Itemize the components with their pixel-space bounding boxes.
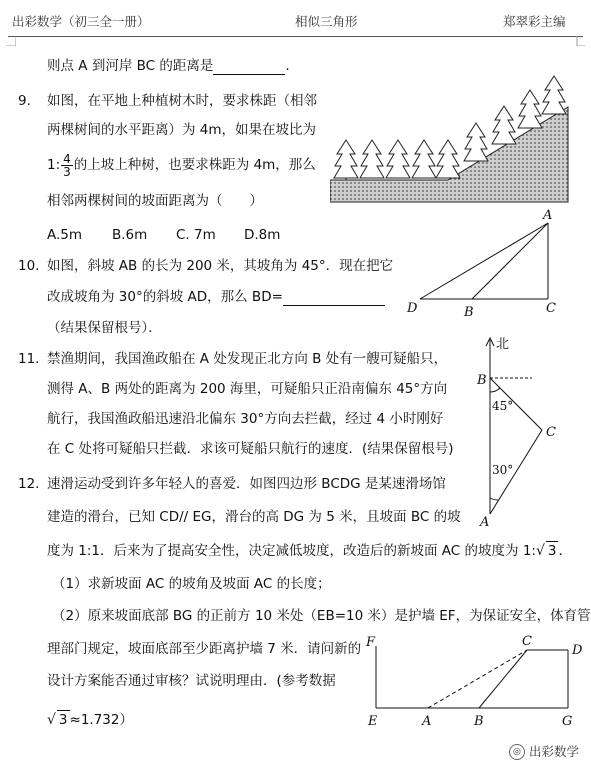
q11-line1: 禁渔期间，我国渔政船在 A 处发现正北方向 B 处有一艘可疑船只， [47,351,448,367]
q9-ratio-fraction [61,153,73,178]
sqrt-radical-icon: √ [47,712,56,728]
q8-sentence: 则点 A 到河岸 BC 的距离是 [47,58,214,74]
tree-icon [492,106,516,144]
q12-sub1: （1）求新坡面 AC 的坡角及坡面 AC 的长度； [52,576,331,592]
label-c: C [546,301,556,316]
q9-ratio-numerator: 4 [63,151,71,166]
margin-corner-mark [6,36,16,46]
tree-icon [464,123,488,161]
q10-figure-triangles [398,206,568,318]
tree-icon [518,90,542,128]
q9-option-d: D.8m [244,227,281,243]
watermark-text: 出彩数学 [528,743,579,759]
q9-line3 [47,150,316,180]
label-b: B [477,373,487,388]
tree-icon [436,140,460,178]
header-chapter: 相似三角形 [295,14,358,29]
tree-icon [334,140,358,180]
q10-line2 [47,288,385,306]
q11-line4: 在 C 处将可疑船只拦截．求该可疑船只航行的速度．(结果保留根号) [47,441,454,457]
q12-line3-text: 度为 1:1．后来为了提高安全性，决定减低坡度，改造后的新坡面 AC 的坡度为 1: [47,543,536,559]
label-f: F [366,635,376,650]
q9-line2: 两棵树间的水平距离）为 4m，如果在坡比为 [47,122,317,138]
label-a: A [422,714,432,729]
label-g: G [562,714,573,729]
q9-figure-slope-trees [330,62,580,207]
angle-label-30: 30° [492,463,514,477]
label-b: B [464,305,474,318]
q12-line6: 理部门规定，坡面底部至少距离护墙 7 米．请问新的 [47,641,362,657]
q10-answer-blank [283,305,385,306]
north-label: 北 [496,337,510,352]
wechat-logo-icon: ◎ [509,744,525,760]
margin-corner-mark [575,36,585,46]
label-e: E [368,714,378,729]
label-a: A [480,515,490,528]
tree-icon [360,140,384,178]
q12-ref-value: ≈1.732） [69,712,133,728]
q12-ref-sqrt: 3 [58,712,68,728]
q10-line3: （结果保留根号）． [47,320,162,336]
q12-number: 12. [18,476,40,492]
q10-line2-text: 改成坡角为 30°的斜坡 AD，那么 BD= [47,289,283,305]
q12-line7: 设计方案能否通过审核？试说明理由．(参考数据 [47,673,336,689]
q8-text [47,57,290,75]
q9-line1: 如图，在平地上种植树木时，要求株距（相邻 [47,93,317,109]
page-header [0,6,591,36]
slope-bc [479,650,527,708]
label-c: C [546,425,556,440]
q9-number: 9. [18,93,31,109]
q9-line4: 相邻两棵树间的坡面距离为（ ） [47,193,263,209]
header-rule [8,36,583,37]
tree-icon [386,140,410,178]
q12-figure-slide [362,632,584,732]
angle-label-45: 45° [492,399,514,413]
q12-reference [47,710,133,729]
q8-answer-blank [213,74,285,75]
q9-line3-rest: 的上坡上种树，也要求株距为 4m，那么 [73,157,316,173]
new-slope-ac [428,650,527,708]
q11-figure-bearing [470,332,570,528]
q9-ratio-denominator: 3 [63,164,71,179]
q11-number: 11. [18,351,40,367]
label-d: D [407,301,418,316]
q12-sqrt-value: 3 [547,543,557,559]
q10-line1: 如图，斜坡 AB 的长为 200 米，其坡角为 45°．现在把它 [47,258,394,274]
q8-period: . [285,58,290,74]
q12-line3-end: ． [558,543,572,559]
q11-line3: 航行，我国渔政船迅速沿北偏东 30°方向去拦截，经过 4 小时刚好 [47,411,444,427]
q12-line2: 建造的滑台，已知 CD// EG，滑台的高 DG 为 5 米，且坡面 BC 的坡 [47,509,461,525]
q10-number: 10. [18,258,40,274]
q12-line3 [47,541,572,560]
tree-icon [412,140,436,178]
angle-arc-30 [490,498,498,500]
label-d: D [572,643,583,658]
q9-option-a: A.5m [47,227,83,243]
q11-line2: 测得 A、B 两处的距离为 200 海里，可疑船只正沿南偏东 45°方向 [47,381,448,397]
q12-sub2: （2）原来坡面底部 BG 的正前方 10 米处（EB=10 米）是护墙 EF，为保证安全，体育管 [52,608,591,624]
sqrt-radical-icon: √ [535,543,545,559]
label-b: B [474,714,484,729]
angle-arc-45 [490,388,500,392]
label-c: C [522,634,532,649]
q9-option-b: B.6m [112,227,148,243]
q12-line1: 速滑运动受到许多年轻人的喜爱．如图四边形 BCDG 是某速滑场馆 [47,476,446,492]
watermark [509,742,579,761]
q9-ratio-prefix: 1: [47,157,61,173]
header-book-title: 出彩数学（初三全一册） [12,14,150,29]
header-editor: 郑翠彩主编 [503,14,566,29]
label-a: A [543,208,553,223]
tree-icon [542,76,566,114]
q9-option-c: C. 7m [176,227,216,243]
